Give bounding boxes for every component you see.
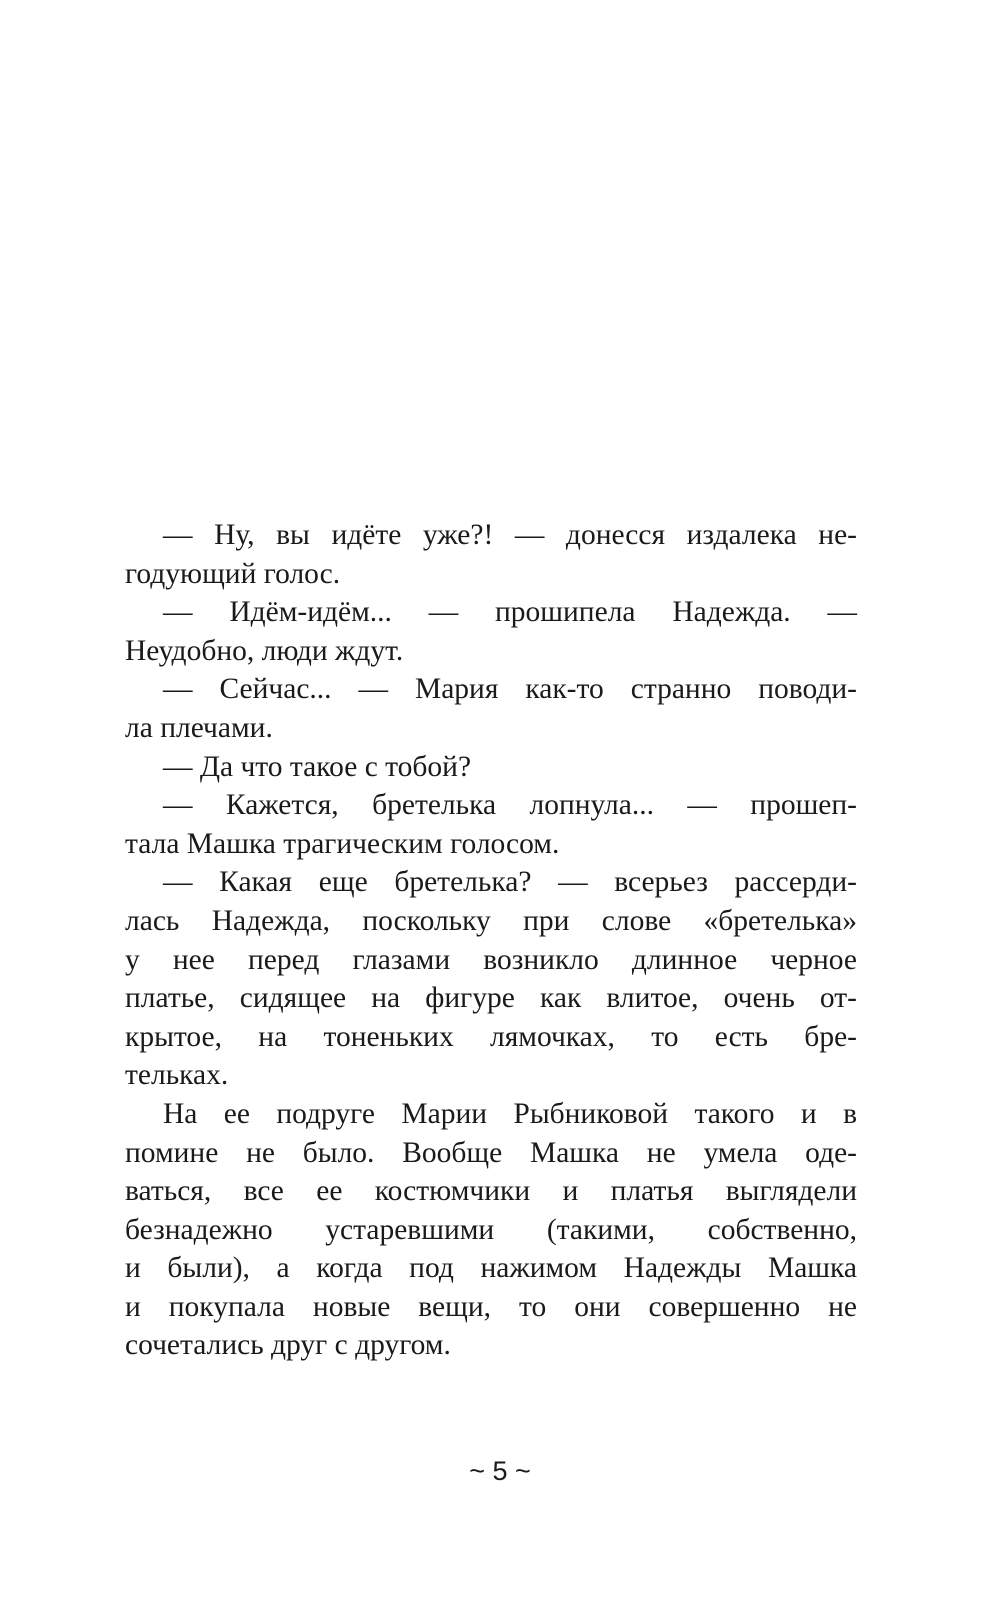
text-line: лась Надежда, поскольку при слове «бретелька» — [125, 904, 857, 937]
text-line: ваться, все ее костюмчики и платья выглядели — [125, 1175, 857, 1208]
text-line: — Какая еще бретелька? — всерьез рассерди- — [163, 866, 857, 899]
text-line: и покупала новые вещи, то они совершенно не — [125, 1290, 857, 1323]
text-line: — Да что такое с тобой? — [163, 750, 472, 783]
text-line: крытое, на тоненьких лямочках, то есть бре- — [125, 1020, 857, 1053]
text-line: тельках. — [125, 1059, 229, 1092]
text-line: годующий голос. — [125, 557, 341, 590]
text-line: — Кажется, бретелька лопнула... — прошеп- — [163, 789, 857, 822]
text-line: ла плечами. — [125, 711, 273, 744]
text-line: платье, сидящее на фигуре как влитое, очень от- — [125, 982, 857, 1015]
text-line: безнадежно устаревшими (такими, собственно, — [125, 1213, 857, 1246]
text-line: сочетались друг с другом. — [125, 1329, 451, 1362]
text-line: — Ну, вы идёте уже?! — донесся издалека не- — [163, 519, 857, 551]
text-line: и были), а когда под нажимом Надежды Машка — [125, 1252, 857, 1285]
text-line: помине не было. Вообще Машка не умела оде- — [125, 1136, 857, 1169]
text-line: — Идём-идём... — прошипела Надежда. — — [163, 596, 857, 629]
text-line: — Сейчас... — Мария как-то странно поводи- — [163, 673, 857, 706]
body-text — [125, 516, 857, 1365]
text-line: у нее перед глазами возникло длинное черное — [125, 943, 857, 976]
text-line: На ее подруге Марии Рыбниковой такого и в — [163, 1097, 857, 1130]
text-line: тала Машка трагическим голосом. — [125, 827, 560, 860]
page-number: ~ 5 ~ — [469, 1456, 531, 1486]
text-line: Неудобно, люди ждут. — [125, 634, 404, 667]
